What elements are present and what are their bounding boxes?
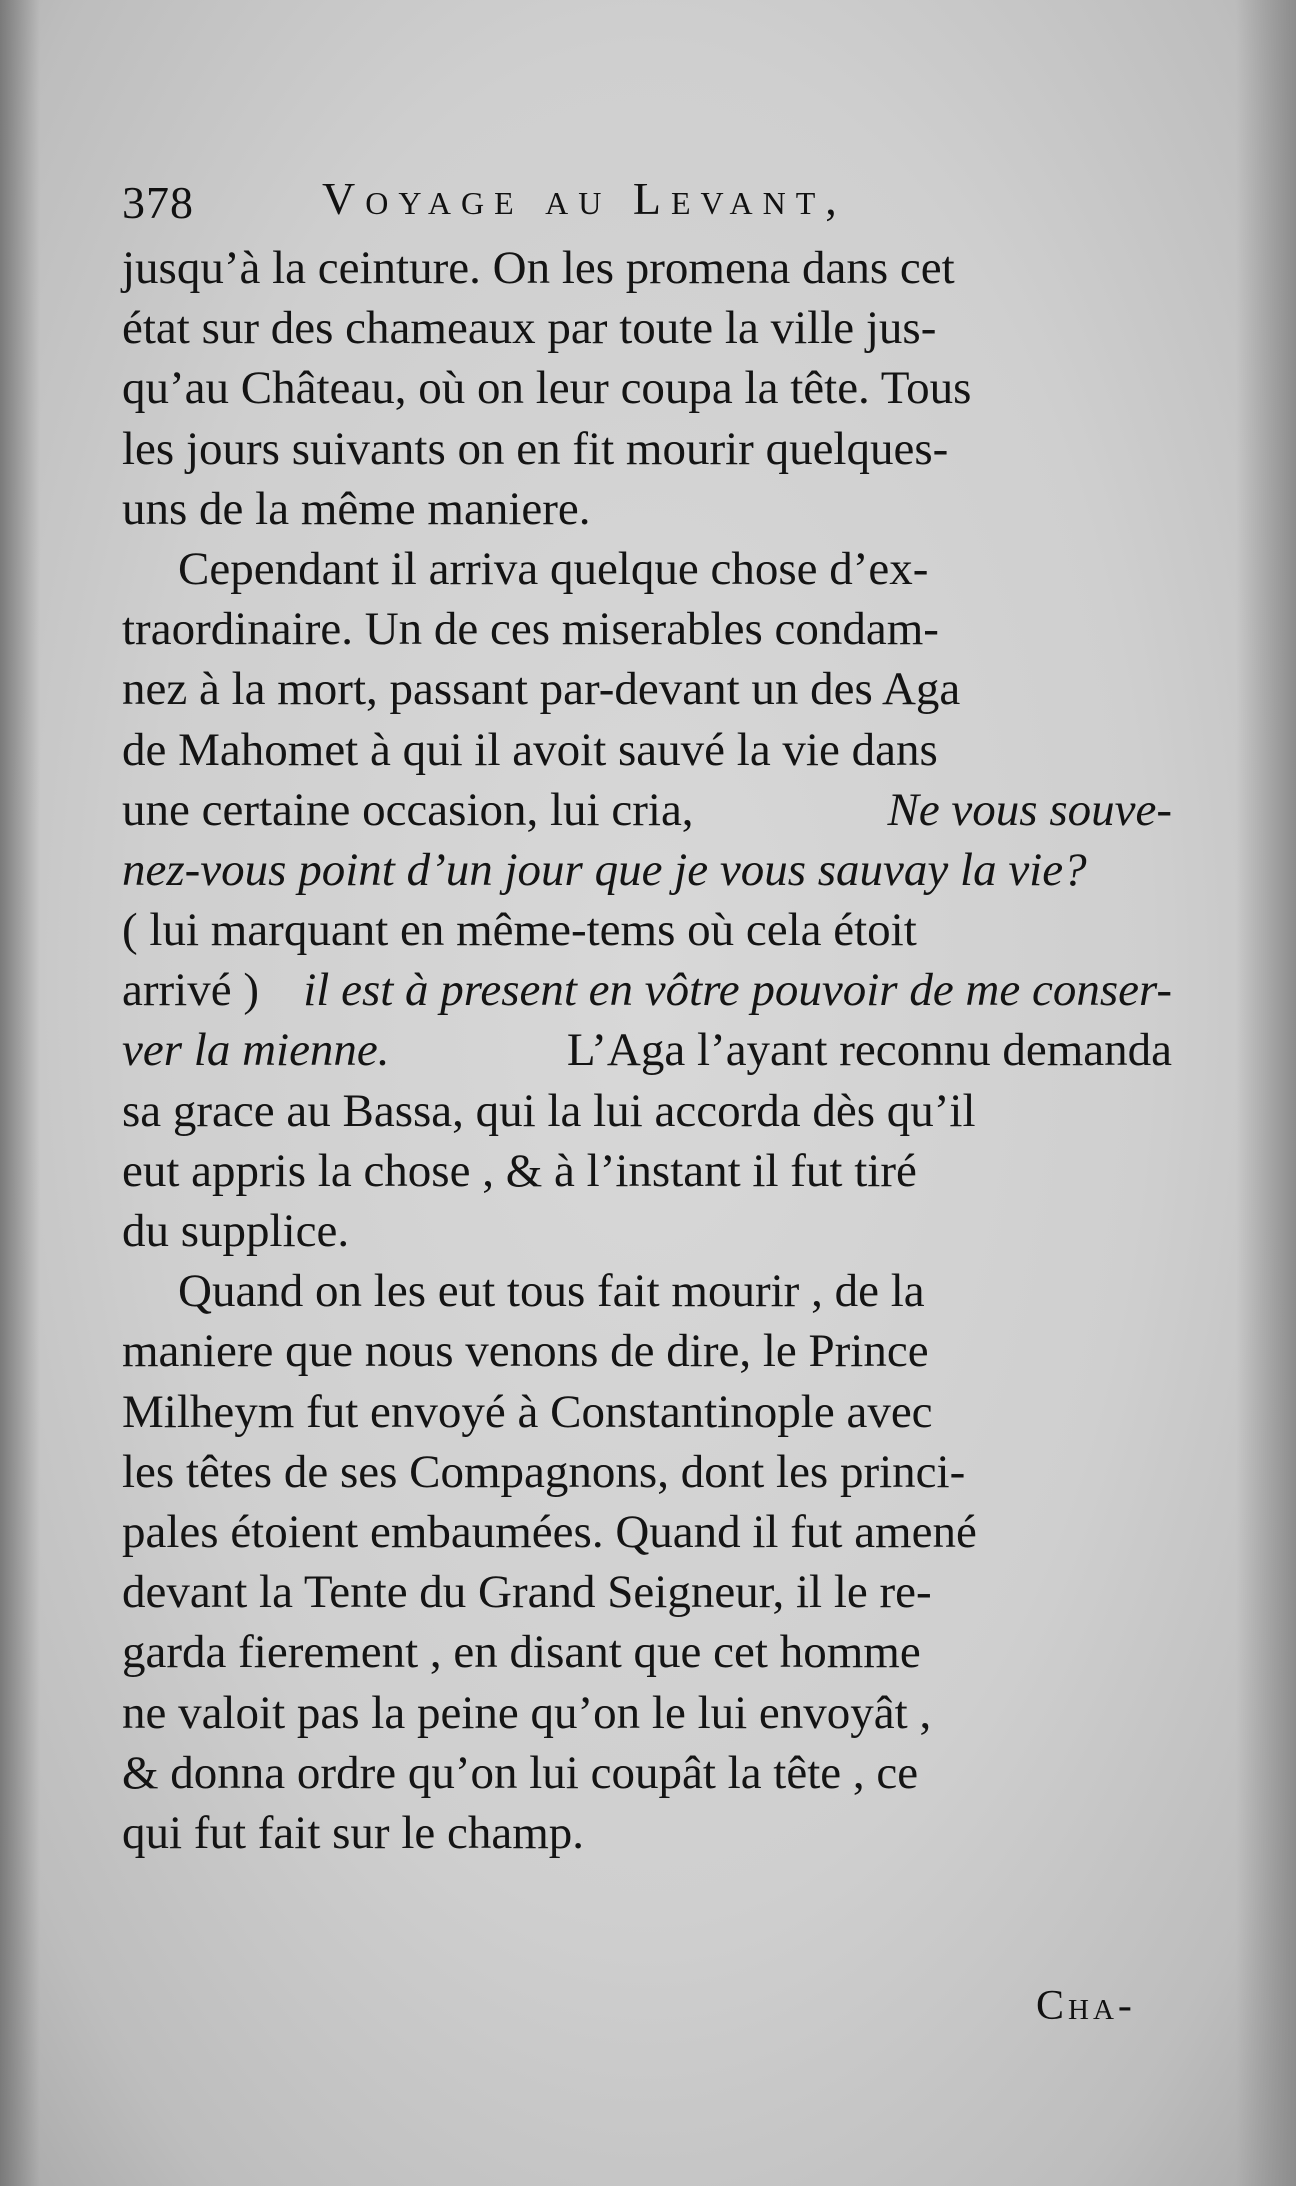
page-number: 378 [122, 177, 194, 228]
text-line [122, 1081, 1172, 1141]
text-line [122, 1442, 1172, 1502]
text-line [122, 1803, 1172, 1863]
line-text: ( lui marquant en même-tems où cela étoit [122, 904, 917, 957]
line-text: les têtes de ses Compagnons, dont les princi- [122, 1445, 966, 1498]
paragraph-start-line [122, 1261, 1172, 1321]
line-text: une certaine occasion, lui cria, [122, 783, 694, 836]
text-line [122, 659, 1172, 719]
line-text: nez à la mort, passant par-devant un des Aga [122, 663, 961, 716]
text-line [122, 1622, 1172, 1682]
line-text: traordinaire. Un de ces miserables condam- [122, 603, 939, 656]
line-text: eut appris la chose , & à l’instant il fut tiré [122, 1144, 917, 1197]
line-text: pales étoient embaumées. Quand il fut amené [122, 1505, 977, 1558]
text-line [122, 1020, 1172, 1080]
text-line [122, 1683, 1172, 1743]
text-line [122, 1382, 1172, 1442]
italic-quote: ver la mienne. [122, 1024, 390, 1077]
line-text: de Mahomet à qui il avoit sauvé la vie dans [122, 723, 938, 776]
text-line [122, 1743, 1172, 1803]
line-text: Quand on les eut tous fait mourir , de la [178, 1265, 925, 1318]
text-line [122, 1321, 1172, 1381]
line-text: maniere que nous venons de dire, le Prince [122, 1325, 929, 1378]
text-line [122, 479, 1172, 539]
line-text: devant la Tente du Grand Seigneur, il le re- [122, 1566, 932, 1619]
text-line [122, 720, 1172, 780]
text-line [122, 1141, 1172, 1201]
text-line [122, 419, 1172, 479]
text-line [122, 840, 1172, 900]
text-line [122, 599, 1172, 659]
text-line [122, 1502, 1172, 1562]
text-line [122, 298, 1172, 358]
catchword: Cha- [1036, 1983, 1136, 2029]
text-line [122, 238, 1172, 298]
line-text: qu’au Château, où on leur coupa la tête. Tous [122, 362, 972, 415]
line-text: qui fut fait sur le champ. [122, 1806, 585, 1859]
text-line [122, 960, 1172, 1020]
line-text: Cependant il arriva quelque chose d’ex- [178, 542, 929, 595]
italic-quote: Ne vous souve- [887, 783, 1172, 836]
line-text: jusqu’à la ceinture. On les promena dans cet [122, 242, 955, 294]
paragraph-start-line [122, 539, 1172, 599]
line-text: du supplice. [122, 1205, 350, 1257]
italic-quote: il est à present en vôtre pouvoir de me conser- [303, 964, 1172, 1017]
line-text: arrivé ) [122, 964, 259, 1017]
text-line [122, 358, 1172, 418]
text-line [122, 1201, 1172, 1261]
line-text: Milheym fut envoyé à Constantinople avec [122, 1385, 933, 1438]
line-text: sa grace au Bassa, qui la lui accorda dès qu’il [122, 1084, 976, 1137]
line-text: & donna ordre qu’on lui coupât la tête , ce [122, 1746, 919, 1799]
italic-quote: nez-vous point d’un jour que je vous sauvay la vie? [122, 843, 1087, 896]
line-text: état sur des chameaux par toute la ville jus- [122, 302, 937, 355]
running-title: Voyage au Levant, [322, 173, 847, 224]
line-text: uns de la même maniere. [122, 482, 591, 535]
page-header [122, 172, 1172, 232]
text-line [122, 1562, 1172, 1622]
line-text: ne valoit pas la peine qu’on le lui envoyât , [122, 1686, 932, 1739]
line-text: garda fierement , en disant que cet homme [122, 1626, 921, 1679]
text-line [122, 900, 1172, 960]
text-line [122, 780, 1172, 840]
line-text: les jours suivants on en fit mourir quelques- [122, 422, 949, 475]
line-text: L’Aga l’ayant reconnu demanda [566, 1024, 1172, 1077]
body-text [122, 238, 1172, 1863]
